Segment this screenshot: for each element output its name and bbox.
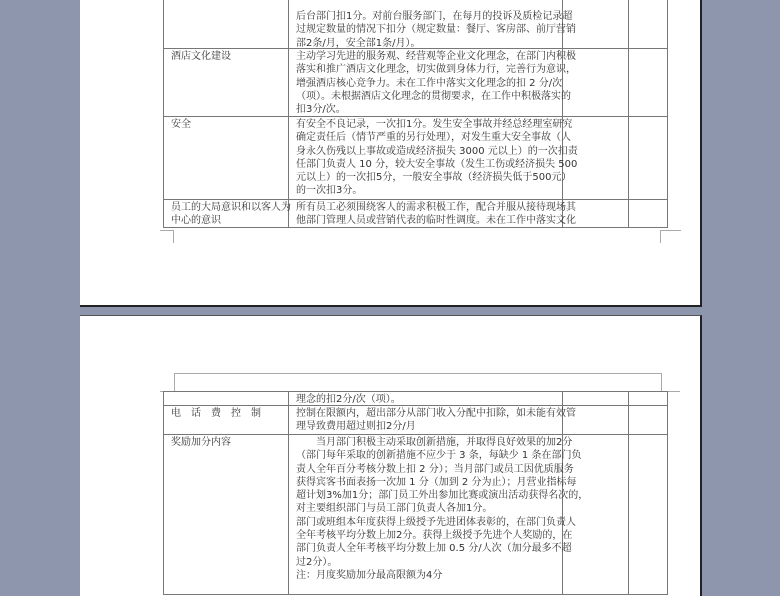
remarks-cell [629,392,667,405]
remarks-cell [629,117,667,199]
item-name-text: 奖励加分内容 [171,437,231,448]
score-cell [563,117,629,199]
table-row [164,49,667,117]
item-name-text: 酒店文化建设 [171,51,231,62]
criteria-text-line: （项）。未根据酒店文化理念的贯彻要求，在工作中积极落实的 [296,90,571,102]
criteria-text-line: 扣3分/次。 [296,104,346,116]
criteria-cell [289,406,576,434]
score-cell [563,392,629,405]
criteria-text-line: 增强酒店核心竞争力。未在工作中落实文化理念的扣 2 分/次 [296,77,563,89]
criteria-text-line: 超计划3%加1分；部门员工外出参加比赛或演出活动获得名次的， [296,490,589,502]
score-cell [563,200,629,227]
criteria-cell [289,0,576,49]
score-cell [563,0,629,48]
item-name-cell [164,406,289,434]
item-name-cell [164,0,289,48]
item-name-cell [164,200,289,227]
criteria-text-line: 过2分）。 [296,556,338,568]
criteria-text-line: 理念的扣2分/次（项）。 [296,394,401,405]
criteria-text-line: 当月部门积极主动采取创新措施，并取得良好效果的加2分 [296,437,573,448]
criteria-text-line: 理导致费用超过则扣2分/月 [296,421,416,433]
criteria-cell [289,200,576,227]
document-page-2 [80,315,702,596]
item-name-text: 电 话 费 控 制 [171,408,261,419]
margin-corner-mark [660,230,681,243]
criteria-text-line: 有安全不良记录，一次扣1分。发生安全事故并经总经理室研究 [296,119,573,130]
criteria-text-line: 落实和推广酒店文化理念，切实做到身体力行，完善行为意识， [296,64,576,76]
document-page-1 [80,0,702,307]
criteria-cell [289,435,589,594]
item-name-cell [164,435,289,594]
criteria-text-line: 的一次扣3分。 [296,185,363,197]
criteria-text-line: 责人全年百分考核分数上扣 2 分）；当月部门或员工因优质服务 [296,463,574,475]
table-row [164,0,667,49]
criteria-text-line: 全年考核平均分数上加2分。获得上级授予先进个人奖励的，在 [296,530,573,542]
criteria-text-line: 控制在限额内，超出部分从部门收入分配中扣除，如未能有效管 [296,408,576,419]
criteria-text-line: 获得宾客书面表扬一次加 1 分（加到 2 分为止）；月营业指标每 [296,476,577,488]
table-row [164,391,667,406]
assessment-table-part-1 [163,0,668,228]
criteria-text-line: 所有员工必须围绕客人的需求积极工作，配合并服从接待现场其 [296,202,576,213]
criteria-text-line: 他部门管理人员或营销代表的临时性调度。未在工作中落实文化 [296,215,576,227]
criteria-text-line: 确定责任后（情节严重的另行处理），对发生重大安全事故（人 [296,132,571,144]
item-name-cell [164,392,289,405]
remarks-cell [629,435,667,594]
criteria-text-line: 任部门负责人 10 分，较大安全事故（发生工伤或经济损失 500 [296,158,578,170]
criteria-text-line: 部门或班组本年度获得上级授予先进团体表彰的，在部门负责人 [296,516,576,528]
remarks-cell [629,0,667,48]
assessment-table-part-2 [163,391,668,595]
remarks-cell [629,49,667,116]
score-cell [563,49,629,116]
criteria-text-line: 对主要组织部门与员工部门负责人各加1分。 [296,503,493,515]
criteria-text-line: 注：月度奖励加分最高限额为4分 [296,569,443,581]
criteria-text-line: 部门负责人全年考核平均分数上加 0.5 分/人次（加分最多不超 [296,543,572,555]
criteria-cell [289,49,576,116]
item-name-cell [164,49,289,116]
criteria-text-line: 过规定数量的情况下扣分（规定数量：餐厅、客房部、前厅营销 [296,24,576,36]
criteria-cell [289,117,578,199]
criteria-text-line: 身永久伤残以上事故或造成经济损失 3000 元以上）的一次扣责 [296,145,578,157]
header-area-mark [174,373,662,392]
criteria-text-line: 后台部门扣1分。对前台服务部门，在每月的投诉及质检记录超 [296,11,573,22]
criteria-cell [289,392,563,405]
item-name-text: 中心的意识 [171,215,221,227]
criteria-text-line: 主动学习先进的服务观、经营观等企业文化理念，在部门内积极 [296,51,576,62]
table-row [164,117,667,200]
score-cell [563,435,629,594]
table-row [164,435,667,595]
item-name-cell [164,117,289,199]
score-cell [563,406,629,434]
table-row [164,200,667,228]
criteria-text-line: 元以上）的一次扣5分，一般安全事故（经济损失低于500元） [296,172,572,184]
item-name-text: 安全 [171,119,191,130]
remarks-cell [629,200,667,227]
table-row [164,406,667,435]
criteria-text-line: 部2条/月，安全部1条/月）。 [296,37,421,49]
margin-corner-mark [160,230,174,243]
remarks-cell [629,406,667,434]
item-name-text: 员工的大局意识和以客人为 [171,202,291,213]
criteria-text-line: （部门每年采取的创新措施不应少于 3 条，每缺少 1 条在部门负 [296,450,582,462]
